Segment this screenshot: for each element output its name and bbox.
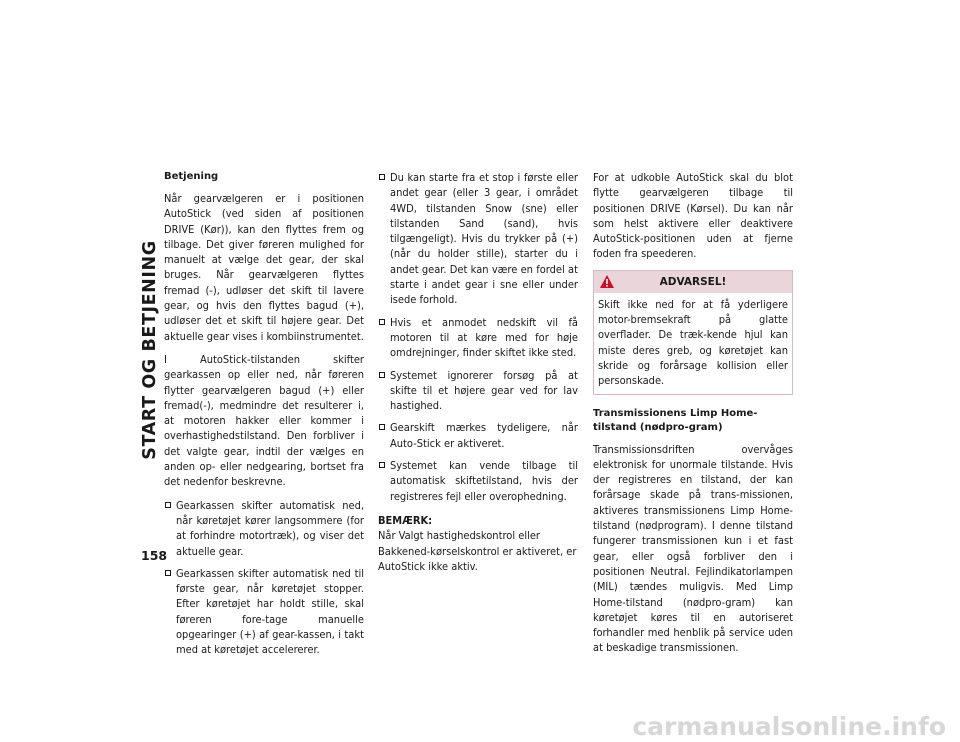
list-item: [378, 170, 578, 308]
checkbox-bullet-icon: [379, 319, 385, 325]
paragraph: Når gearvælgeren er i positionen AutoStick (ved siden af positionen DRIVE (Kør)), kan den flyttes frem og tilbage. Det giver føreren mulighed for manuelt at vælge det gear, der skal bruges. Når gearvælgeren flyttes fremad (-), udløser det skift til lavere gear, og hvis den flyttes bagud (+), udløser det et skift til højere gear. Det aktuelle gear vises i kombiinstrumentet.: [164, 192, 364, 343]
list-item-text: Du kan starte fra et stop i første eller andet gear (eller 3 gear, i området 4WD, tilstanden Snow (sne) eller tilstanden Sand (sand), hvis tilgængeligt). Hvis du trykker på (+) (når du holder stille), starter du i andet gear. Det kan være en fordel at starte i andet gear i sne eller under isede forhold.: [390, 171, 578, 307]
paragraph: For at udkoble AutoStick skal du blot flytte gearvælgeren tilbage til positionen DRIVE (Kørsel). Du kan når som helst aktivere eller deaktivere AutoStick-positionen uden at fjerne foden fra speederen.: [593, 171, 793, 261]
note-text: Når Valgt hastighedskontrol eller Bakkened-kørselskontrol er aktiveret, er AutoStick ikke aktiv.: [378, 529, 577, 573]
list-item-text: Systemet kan vende tilbage til automatisk skiftetilstand, hvis der registreres fejl eller overophedning.: [390, 459, 578, 503]
section-tab-label: START OG BETJENING: [140, 240, 160, 460]
list-item-text: Systemet ignorerer forsøg på at skifte til et højere gear ved for lav hastighed.: [390, 368, 578, 413]
list-item: [378, 420, 578, 451]
list-item: [378, 458, 578, 504]
warning-box: [593, 270, 793, 395]
paragraph: Transmissionsdriften overvåges elektronisk for unormale tilstande. Hvis der registreres en tilstand, der kan forårsage skade på trans-missionen, aktiveres transmissionens Limp Home-tilstand (nødprogram). I denne tilstand fungerer transmissionen kun i et fast gear, eller også forbliver den i positionen Neutral. Fejlindikatorlampen (MIL) tændes muligvis. Med Limp Home-tilstand (nødpro-gram) kan køretøjet køres til en autoriseret forhandler med henblik på service uden at beskadige transmissionen.: [593, 442, 793, 655]
warning-text: Skift ikke ned for at få yderligere motor-bremsekraft på glatte overflader. De træk-kende hjul kan miste deres greb, og køretøjet kan skride og forårsage kollision eller personskade.: [598, 297, 788, 388]
warning-triangle-icon: [599, 274, 615, 289]
checkbox-bullet-icon: [379, 462, 385, 468]
warning-header: [594, 271, 792, 293]
list-item-text: Gearkassen skifter automatisk ned til første gear, når køretøjet stopper. Efter køretøjet har holdt stille, skal føreren fore-tage manuelle opgearinger (+) af gear-kassen, i takt med at køretøjet accelererer.: [176, 566, 364, 657]
list-item-text: Gearkassen skifter automatisk ned, når køretøjet kører langsommere (for at forhindre motortræk), og viser det aktuelle gear.: [176, 498, 364, 558]
column-middle: [378, 170, 578, 574]
checkbox-bullet-icon: [379, 372, 385, 378]
section-heading: Transmissionens Limp Home-tilstand (nødpro-gram): [593, 407, 758, 433]
note-label: BEMÆRK:: [378, 513, 433, 527]
checkbox-bullet-icon: [379, 174, 385, 180]
section-tab: [139, 160, 161, 540]
list-item: [378, 315, 578, 361]
footer-watermark: carmanualsonline.info: [632, 712, 946, 741]
checkbox-bullet-icon: [165, 570, 171, 576]
list-item: [164, 498, 364, 559]
column-left: [164, 170, 364, 665]
note: [378, 513, 578, 574]
checkbox-bullet-icon: [165, 502, 171, 508]
list-item: [378, 368, 578, 414]
checkbox-bullet-icon: [379, 424, 385, 430]
list-item-text: Gearskift mærkes tydeligere, når Auto-Stick er aktiveret.: [390, 421, 578, 450]
page-number: 158: [141, 548, 168, 563]
warning-title: ADVARSEL!: [659, 275, 727, 288]
section-heading: Betjening: [164, 171, 219, 182]
paragraph: I AutoStick-tilstanden skifter gearkassen op eller ned, når føreren flytter gearvælgeren bagud (+) eller fremad(-), medmindre det resulterer i, at motoren hakker eller kommer i overhastighedstilstand. Den forbliver i det valgte gear, indtil der vælges en anden op- eller nedgearing, bortset fra det nedenfor beskrevne.: [164, 352, 364, 489]
list-item: [164, 566, 364, 658]
list-item-text: Hvis et anmodet nedskift vil få motoren til at køre med for høje omdrejninger, finder skiftet ikke sted.: [390, 315, 578, 360]
column-right: [593, 170, 793, 664]
